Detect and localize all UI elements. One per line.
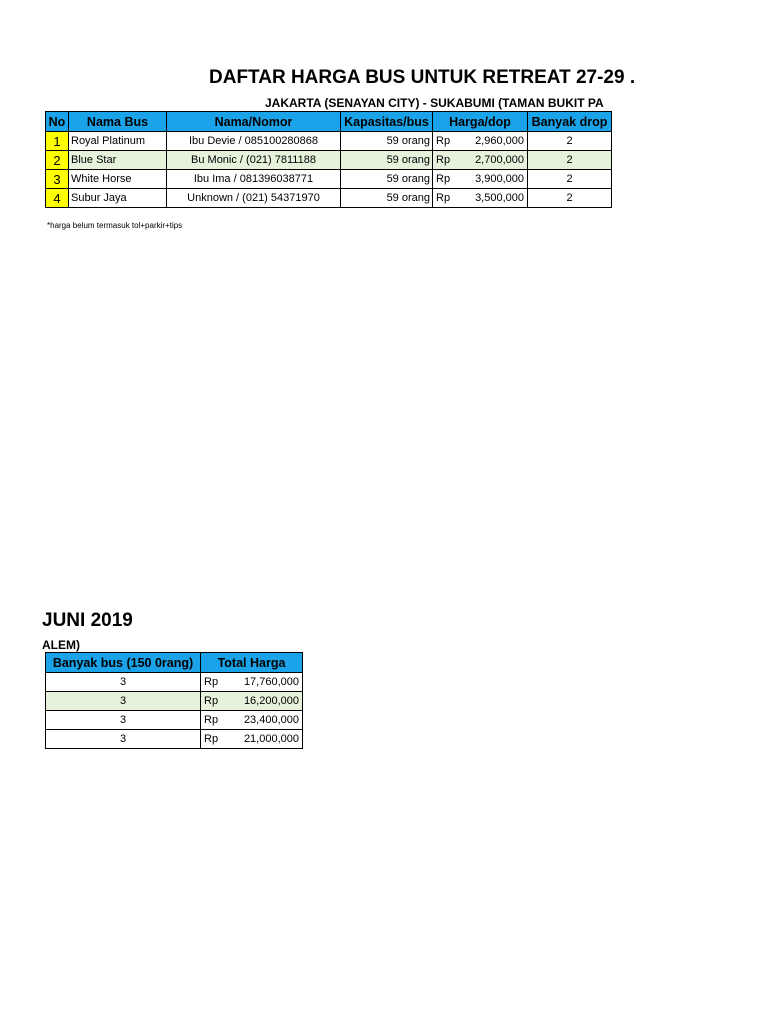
total-price: 17,760,000 [221, 673, 303, 692]
price-note: *harga belum termasuk tol+parkir+tips [47, 221, 183, 230]
header-bus-name: Nama Bus [69, 112, 167, 132]
bus-name: Blue Star [69, 151, 167, 170]
table-row [46, 170, 612, 189]
capacity: 59 orang [341, 170, 433, 189]
bus-name: White Horse [69, 170, 167, 189]
table-row [46, 730, 303, 749]
row-number: 4 [46, 189, 69, 208]
table-row [46, 711, 303, 730]
currency: Rp [436, 173, 451, 185]
bus-count: 3 [46, 673, 201, 692]
table-row [46, 189, 612, 208]
total-price: 16,200,000 [221, 692, 303, 711]
page-title: DAFTAR HARGA BUS UNTUK RETREAT 27-29 . [209, 67, 636, 88]
currency: Rp [436, 135, 451, 147]
header-contact: Nama/Nomor [167, 112, 341, 132]
price-cell [433, 132, 528, 151]
capacity: 59 orang [341, 132, 433, 151]
currency: Rp [436, 192, 451, 204]
price: 3,900,000 [475, 173, 524, 185]
bus-count: 3 [46, 692, 201, 711]
table-row [46, 151, 612, 170]
row-number: 2 [46, 151, 69, 170]
drops: 2 [528, 189, 612, 208]
header-capacity: Kapasitas/bus [341, 112, 433, 132]
currency: Rp [201, 692, 221, 711]
header-bus-count: Banyak bus (150 0rang) [46, 653, 201, 673]
total-price: 23,400,000 [221, 711, 303, 730]
table-row [46, 673, 303, 692]
contact: Bu Monic / (021) 7811188 [167, 151, 341, 170]
header-price: Harga/dop [433, 112, 528, 132]
total-price: 21,000,000 [221, 730, 303, 749]
route-subtitle: JAKARTA (SENAYAN CITY) - SUKABUMI (TAMAN BUKIT PA [265, 96, 604, 110]
drops: 2 [528, 151, 612, 170]
capacity: 59 orang [341, 189, 433, 208]
currency: Rp [201, 673, 221, 692]
price: 3,500,000 [475, 192, 524, 204]
table-row [46, 132, 612, 151]
contact: Unknown / (021) 54371970 [167, 189, 341, 208]
currency: Rp [436, 154, 451, 166]
route-subtitle-continued: ALEM) [42, 638, 80, 652]
bus-price-table [45, 111, 612, 208]
price-cell [433, 151, 528, 170]
row-number: 1 [46, 132, 69, 151]
currency: Rp [201, 711, 221, 730]
price: 2,700,000 [475, 154, 524, 166]
table-header-row [46, 112, 612, 132]
contact: Ibu Devie / 085100280868 [167, 132, 341, 151]
drops: 2 [528, 132, 612, 151]
bus-name: Royal Platinum [69, 132, 167, 151]
contact: Ibu Ima / 081396038771 [167, 170, 341, 189]
price-cell [433, 189, 528, 208]
total-price-table [45, 652, 303, 749]
drops: 2 [528, 170, 612, 189]
currency: Rp [201, 730, 221, 749]
header-no: No [46, 112, 69, 132]
table-header-row [46, 653, 303, 673]
table-row [46, 692, 303, 711]
bus-count: 3 [46, 730, 201, 749]
bus-count: 3 [46, 711, 201, 730]
header-total-price: Total Harga [201, 653, 303, 673]
capacity: 59 orang [341, 151, 433, 170]
price-cell [433, 170, 528, 189]
bus-name: Subur Jaya [69, 189, 167, 208]
page-title-continued: JUNI 2019 [42, 610, 133, 631]
header-drops: Banyak drop [528, 112, 612, 132]
price: 2,960,000 [475, 135, 524, 147]
row-number: 3 [46, 170, 69, 189]
